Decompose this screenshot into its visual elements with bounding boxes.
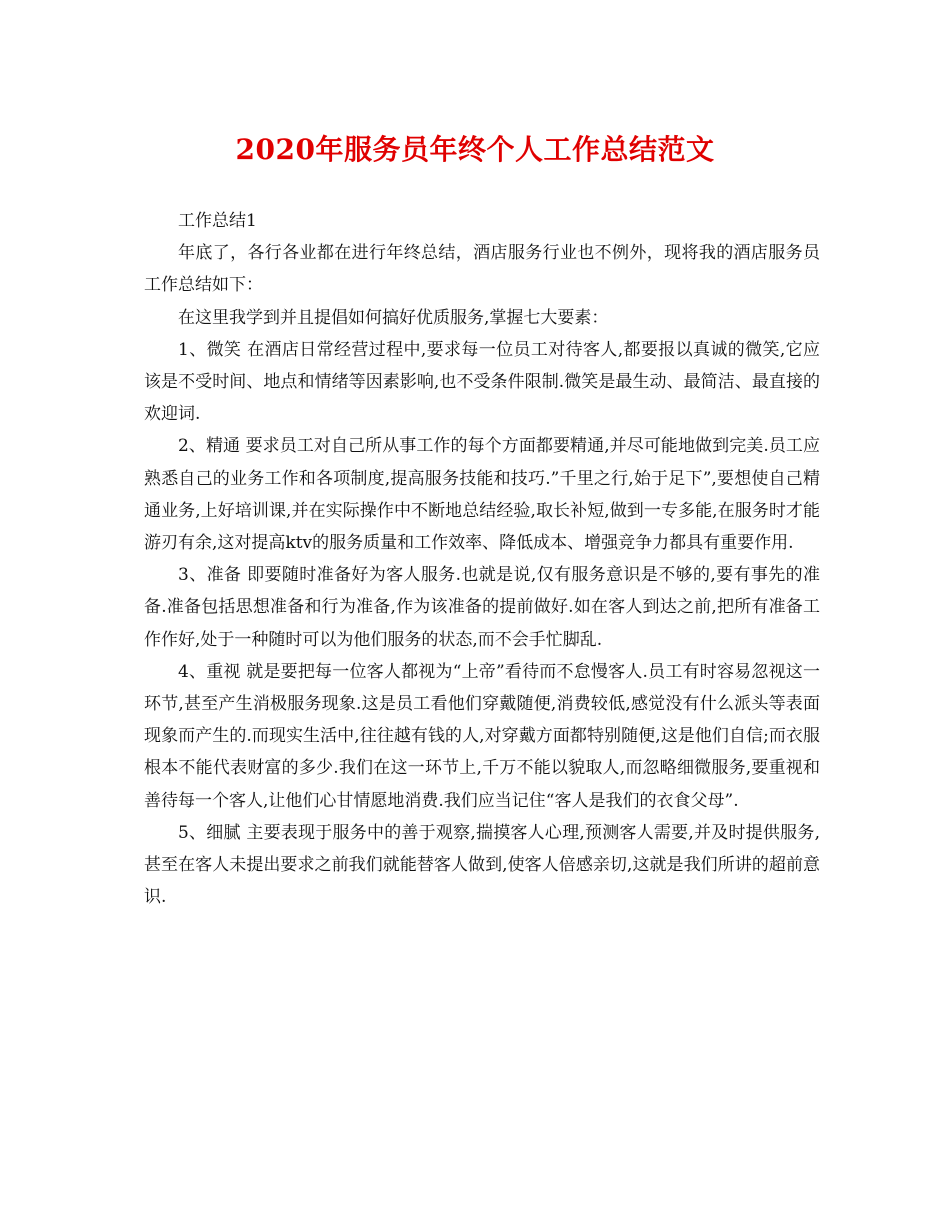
element-attention-paragraph: 4、重视 就是要把每一位客人都视为“上帝”看待而不怠慢客人.员工有时容易忽视这一环节,甚至产生消极服务现象.这是员工看他们穿戴随便,消费较低,感觉没有什么派头等表面现象而产生的.而现实生活中,往往越有钱的人,对穿戴方面都特别随便,这是他们自信;而衣服根本不能代表财富的多少.我们在这一环节上,千万不能以貌取人,而忽略细微服务,要重视和善待每一个客人,让他们心甘情愿地消费.我们应当记住“客人是我们的衣食父母”. <box>144 661 820 811</box>
element-proficiency-paragraph: 2、精通 要求员工对自己所从事工作的每个方面都要精通,并尽可能地做到完美.员工应熟悉自己的业务工作和各项制度,提高服务技能和技巧.”千里之行,始于足下”,要想使自己精通业务,上好培训课,并在实际操作中不断地总结经验,取长补短,做到一专多能,在服务时才能游刃有余,这对提高ktv的服务质量和工作效率、降低成本、增强竞争力都具有重要作用. <box>144 436 820 554</box>
section-heading: 工作总结1 <box>178 211 257 231</box>
document-body <box>144 205 820 913</box>
element-smile-paragraph: 1、微笑 在酒店日常经营过程中,要求每一位员工对待客人,都要报以真诚的微笑,它应该是不受时间、地点和情绪等因素影响,也不受条件限制.微笑是最生动、最简洁、最直接的欢迎词. <box>144 339 820 425</box>
document-title: 2020年服务员年终个人工作总结范文 <box>235 133 715 166</box>
element-preparation-paragraph: 3、准备 即要随时准备好为客人服务.也就是说,仅有服务意识是不够的,要有事先的准备.准备包括思想准备和行为准备,作为该准备的提前做好.如在客人到达之前,把所有准备工作作好,处于一种随时可以为他们服务的状态,而不会手忙脚乱. <box>144 565 820 650</box>
elements-intro-paragraph: 在这里我学到并且提倡如何搞好优质服务,掌握七大要素： <box>178 307 609 328</box>
intro-paragraph: 年底了，各行各业都在进行年终总结，酒店服务行业也不例外，现将我的酒店服务员工作总结如下： <box>144 243 820 296</box>
element-meticulous-paragraph: 5、细腻 主要表现于服务中的善于观察,揣摸客人心理,预测客人需要,并及时提供服务,甚至在客人未提出要求之前我们就能替客人做到,使客人倍感亲切,这就是我们所讲的超前意识. <box>144 822 820 908</box>
